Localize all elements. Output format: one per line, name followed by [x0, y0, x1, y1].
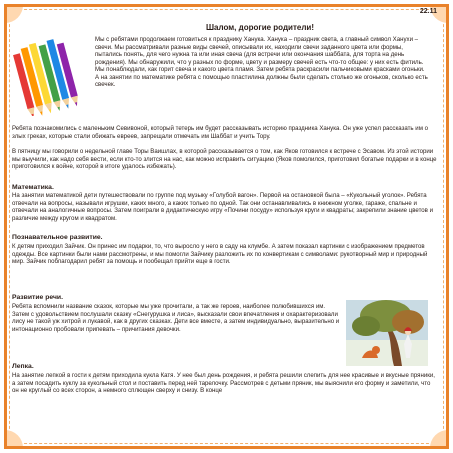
section-title-math: Математика. [12, 184, 54, 191]
section-text-modeling: На занятие лепкой в гости к детям приходила кукла Катя. У нее был день рождения, и ребята решили слепить для нее красивые и вкусные пряники, а затем посадить куклу за кукольный стол и поставить перед ней тарелочку. Рассмотрев с детьми пряник, мы выяснили его форму и заметили, что он не круглый со всех сторон, а немного сплющен сверху и снизу. В конце [12, 372, 435, 395]
section-text-speech: Ребята вспомнили название сказок, которые мы уже прочитали, а так же героев, наиболее полюбившихся им. Затем с удовольствием послушали сказку «Снегурушка и лиса», высказали свои впечатления и охарактеризовали лису не такой уж хитрой и лукавой, как в других сказках. Дети все вместе, а затем индивидуально, выразительно и интонационно пробовали припевать – причитания девочки. [12, 303, 340, 333]
intro-paragraph: Мы с ребятами продолжаем готовиться к празднику Ханука. Ханука – праздник света, а главный символ Ханухи – свечи. Мы рассматривали разные виды свечей, описывали их, находили свечи заданного цвета или формы, пытались понять, для чего нужна та или иная свеча (для встречи или окончания шаббата, для торта на день рождения). Мы обнаружили, что у разных по форме, цвету и размеру свечей есть что-то общее: у них есть фитиль. Мы понаблюдали, как горит свеча и какого цвета пламя. Затем ребята раскрасили пальчиковыми красками огоньки. А на занятии по математике ребята с помощью пластилина должны были сделать столько же огоньков, сколько есть свечек. [95, 36, 428, 89]
paragraph-sevivon: Ребята познакомились с маленьким Севивоной, который тетерь им будет рассказывать историю праздника Ханука. Он уже успел рассказать им о злых греках, которые стали обижать евреев, запрещали отмечать им Шаббат и учить Тору. [12, 125, 428, 140]
section-title-cognitive: Познавательное развитие. [12, 234, 103, 241]
date-label: 22.11 [419, 8, 437, 15]
pencils-illustration [12, 38, 90, 116]
section-text-math: На занятии математикой дети путешествовали по группе под музыку «Голубой вагон». Первой на остановкой была – «Кукольный уголок». Ребята отвечали на вопросы, называли игрушки, каких много, а каких только по одной. Так они останавливались в книжном уголке, гараже, спальне и отвечали на аналогичные вопросы. Затем поиграли в дидактическую игру «Почини посуду» используя круги и квадраты; закрепили знание цветов и различие между кругом и квадратом. [12, 192, 434, 222]
fairy-tale-illustration [346, 300, 428, 366]
section-text-cognitive: К детям приходил Зайчик. Он принес им подарки, то, что выросло у него в саду на клумбе. А затем показал картинки с изображением предметов одежды. Все картинки были нами рассмотрены, и мы помогли Зайчику разложить их по конвертикам с символами: рукотворный мир и природный мир. Зайчик поблагодарил ребят за помощь и пообещал прийти еще в гости. [12, 243, 428, 266]
paragraph-torah: В пятницу мы говорили о недельной главе Торы Ваишлах, в которой рассказывается о том, как Яков готовился к встрече с Эсавом. Из этой истории мы выучили, как надо себя вести, если кто-то злится на нас, как можно исправить ситуацию (Яков помолился, приготовил богатые подарки и в конце приготовился к войне, которой в итоге удалось избежать). [12, 148, 437, 171]
section-title-modeling: Лепка. [12, 363, 34, 370]
section-title-speech: Развитие речи. [12, 294, 63, 301]
greeting-title: Шалом, дорогие родители! [206, 23, 314, 32]
